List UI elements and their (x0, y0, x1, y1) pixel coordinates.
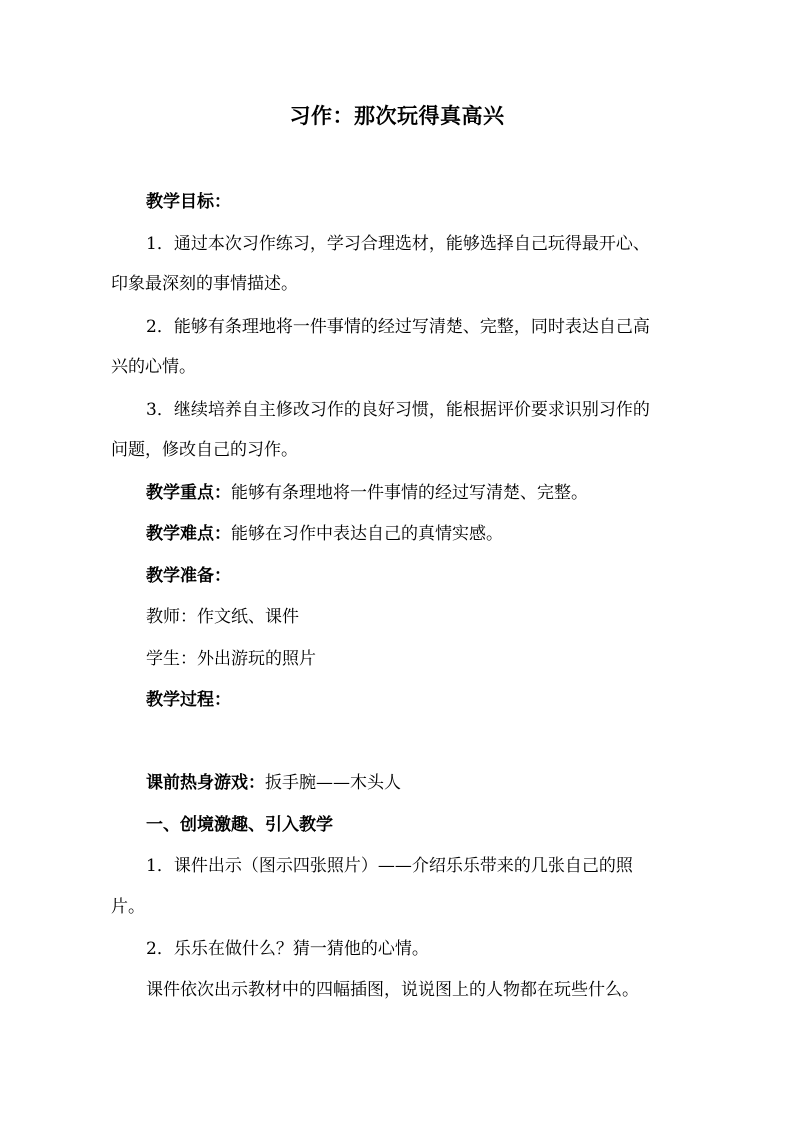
objective-2-line-2: 兴的心情。 (111, 357, 196, 377)
section-1-heading: 一、创境激趣、引入教学 (146, 815, 333, 835)
objective-1-line-2: 印象最深刻的事情描述。 (111, 274, 298, 294)
preparation-heading: 教学准备： (146, 566, 231, 586)
warmup-text: 扳手腕——木头人 (265, 773, 401, 793)
key-point-text: 能够有条理地将一件事情的经过写清楚、完整。 (231, 483, 588, 503)
objectives-heading: 教学目标： (146, 192, 231, 212)
difficulty-text: 能够在习作中表达自己的真情实感。 (231, 524, 503, 544)
step-1-line-2: 片。 (111, 897, 145, 917)
step-2-detail: 课件依次出示教材中的四幅插图，说说图上的人物都在玩些什么。 (146, 980, 639, 1000)
key-point-label: 教学重点： (146, 483, 231, 503)
prep-teacher: 教师：作文纸、课件 (146, 607, 299, 627)
objective-1-line-1: 1．通过本次习作练习，学习合理选材，能够选择自己玩得最开心、 (146, 234, 650, 254)
warmup-paragraph (0, 769, 794, 797)
prep-student: 学生：外出游玩的照片 (146, 649, 316, 669)
process-heading: 教学过程： (146, 690, 231, 710)
document-title: 习作：那次玩得真高兴 (289, 103, 505, 128)
objective-2-line-1: 2．能够有条理地将一件事情的经过写清楚、完整，同时表达自己高 (146, 317, 650, 337)
step-1-line-1: 1．课件出示（图示四张照片）——介绍乐乐带来的几张自己的照 (146, 856, 633, 876)
difficulty-label: 教学难点： (146, 524, 231, 544)
warmup-label: 课前热身游戏： (146, 773, 265, 793)
step-2: 2．乐乐在做什么？猜一猜他的心情。 (146, 939, 429, 959)
difficulty-paragraph (0, 520, 794, 548)
objective-3-line-1: 3．继续培养自主修改习作的良好习惯，能根据评价要求识别习作的 (146, 400, 650, 420)
objective-3-line-2: 问题，修改自己的习作。 (111, 440, 298, 460)
key-point-paragraph (0, 479, 794, 507)
